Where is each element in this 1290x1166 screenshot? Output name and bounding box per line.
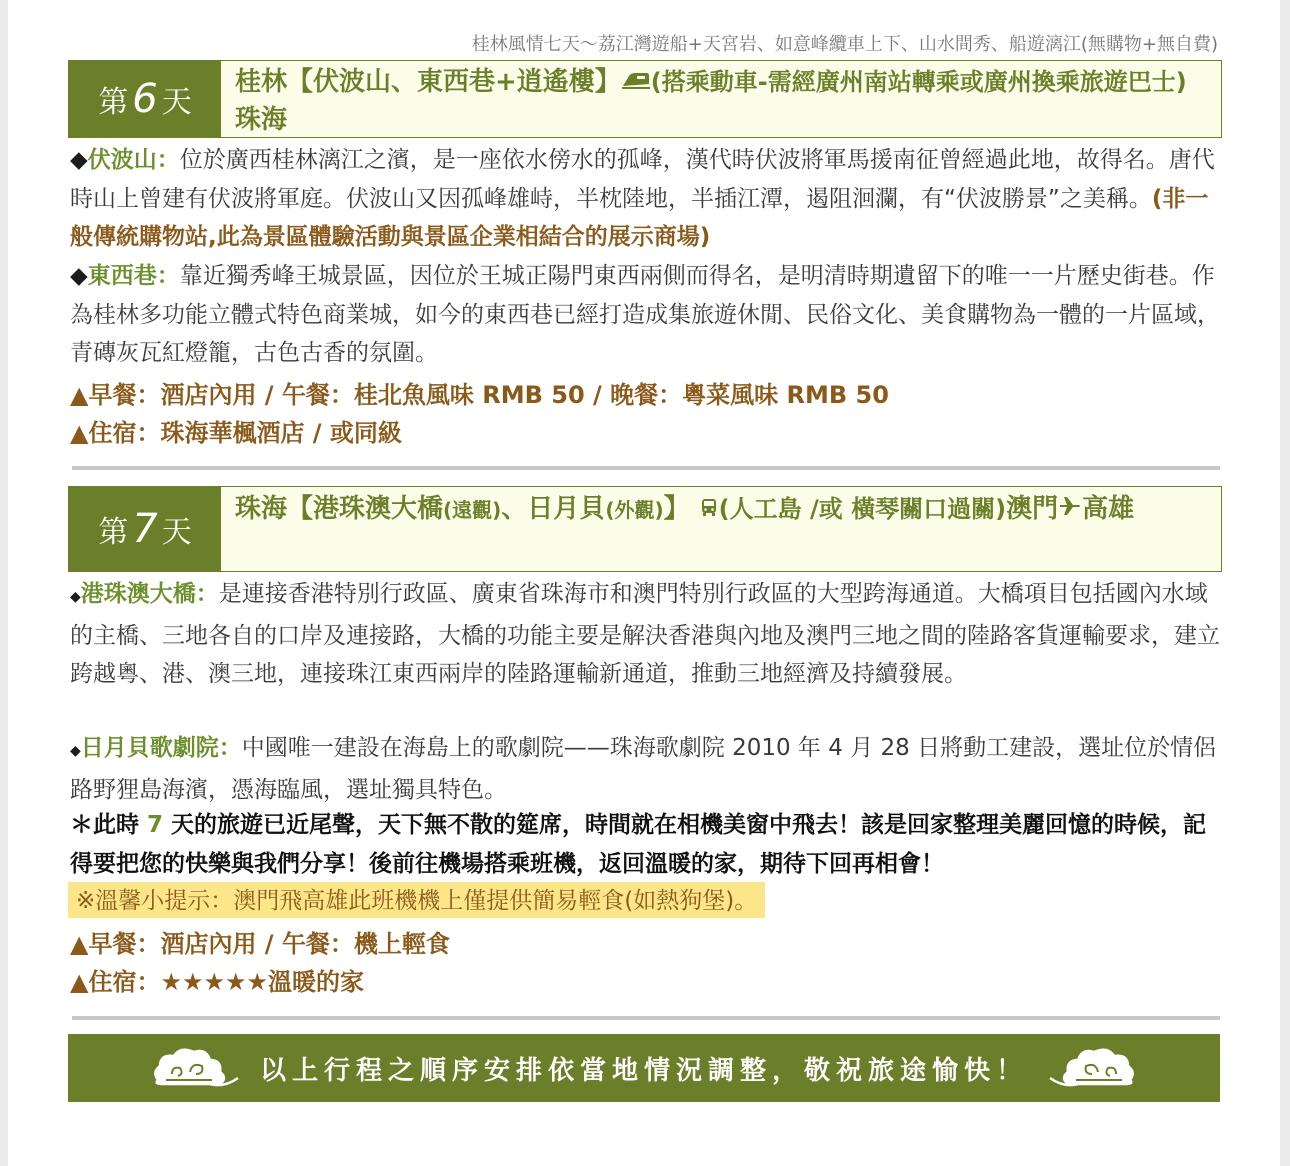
footer-message: 以上行程之順序安排依當地情況調整，敬祝旅途愉快！ (259, 1055, 1028, 1086)
day6-title (221, 61, 1221, 137)
closing-day-number: 7 (147, 812, 164, 838)
day7-title-part: 】 (663, 494, 690, 524)
tour-title-header: 桂林風情七天～荔江灣遊船+天宮岩、如意峰纜車上下、山水間秀、船遊漓江(無購物+無自費) (471, 34, 1218, 55)
train-icon (621, 63, 651, 101)
day7-title-part: 、日月貝 (501, 494, 606, 524)
warm-tip: ※溫馨小提示：澳門飛高雄此班機機上僅提供簡易輕食(如熱狗堡)。 (68, 882, 765, 918)
diamond-bullet-icon: ◆ (70, 147, 88, 173)
day-badge-suffix: 天 (161, 85, 192, 120)
day6-meals: ▲早餐：酒店內用 / 午餐：桂北魚風味 RMB 50 / 晚餐：粵菜風味 RMB 50 (70, 381, 889, 409)
day-badge-number: 7 (132, 506, 158, 552)
day7-title-destination-2: 高雄 (1082, 494, 1135, 524)
sight-description: 位於廣西桂林漓江之濱，是一座依水傍水的孤峰，漢代時伏波將軍馬援南征曾經過此地，故得名。唐代時山上曾建有伏波將軍庭。伏波山又因孤峰雄峙，半枕陸地，半插江潭，遏阻洄瀾，有“伏波勝景”之美稱。 (70, 147, 1215, 212)
day-badge-prefix: 第 (98, 85, 129, 120)
day-badge-prefix: 第 (98, 515, 129, 550)
sight-name: 日月貝歌劇院： (80, 735, 242, 761)
section-divider (72, 466, 1220, 470)
diamond-bullet-icon: ◆ (70, 263, 88, 289)
bus-icon (699, 489, 719, 529)
day7-title-note: (外觀) (605, 498, 664, 522)
day6-lodging: ▲住宿：珠海華楓酒店 / 或同級 (70, 419, 402, 447)
day7-title-part: 珠海【港珠澳大橋 (235, 494, 444, 524)
day7-transport-note: (人工島 /或 橫琴關口過關) (718, 495, 1007, 523)
closing-text: 天的旅遊已近尾聲，天下無不散的筵席，時間就在相機美窗中飛去！該是回家整理美麗回憶的時候，記得要把您的快樂與我們分享！後前往機場搭乘班機，返回溫暖的家，期待下回再相會！ (70, 812, 1207, 877)
diamond-bullet-icon: ◆ (70, 589, 81, 605)
day7-sight-hzmb (70, 575, 1220, 694)
day6-sight-dongxi (70, 257, 1220, 373)
day7-badge (69, 487, 221, 571)
itinerary-page (8, 0, 1280, 1166)
day7-lodging: ▲住宿：★★★★★溫暖的家 (70, 968, 365, 996)
sight-description: 靠近獨秀峰王城景區，因位於王城正陽門東西兩側而得名，是明清時期遺留下的唯一一片歷史街巷。作為桂林多功能立體式特色商業城，如今的東西巷已經打造成集旅遊休閒、民俗文化、美食購物為一體的一片區域，青磚灰瓦紅燈籠，古色古香的氛圍。 (70, 263, 1220, 366)
day-badge-suffix: 天 (161, 515, 192, 550)
footer-banner (68, 1034, 1220, 1102)
day6-title-note: (搭乘動車-需經廣州南站轉乘或廣州換乘旅遊巴士) (650, 68, 1187, 96)
day7-header (68, 486, 1222, 572)
sight-remark: (非一般傳統購物站,此為景區體驗活動與景區企業相結合的展示商場) (70, 185, 1209, 250)
day6-badge (69, 61, 221, 137)
day6-title-destination: 珠海 (235, 105, 288, 135)
closing-prefix: ＊此時 (70, 812, 139, 838)
section-divider (72, 1016, 1220, 1020)
cloud-ornament-icon (1046, 1044, 1138, 1092)
day7-title-note: (遠觀) (443, 498, 502, 522)
airplane-icon (1058, 489, 1082, 529)
sight-name: 東西巷： (87, 263, 180, 289)
day7-title-destination: 澳門 (1006, 494, 1059, 524)
sight-description: 中國唯一建設在海島上的歌劇院——珠海歌劇院 2010 年 4 月 28 日將動工建設，選址位於情侶路野狸島海濱，憑海臨風，選址獨具特色。 (70, 735, 1217, 803)
sight-description: 是連接香港特別行政區、廣東省珠海市和澳門特別行政區的大型跨海通道。大橋項目包括國內水域的主橋、三地各自的口岸及連接路，大橋的功能主要是解決香港與內地及澳門三地之間的陸路客貨運輸要求，建立跨越粵、港、澳三地，連接珠江東西兩岸的陸路運輸新通道，推動三地經濟及持續發展。 (70, 581, 1220, 687)
day7-closing-note (70, 806, 1220, 883)
diamond-bullet-icon: ◆ (70, 743, 81, 759)
day6-header (68, 60, 1222, 138)
day7-sight-opera (70, 729, 1220, 809)
cloud-ornament-icon (150, 1044, 242, 1092)
day6-title-main: 桂林【伏波山、東西巷+逍遙樓】 (235, 67, 621, 97)
sight-name: 港珠澳大橋： (80, 581, 219, 607)
day7-meals: ▲早餐：酒店內用 / 午餐：機上輕食 (70, 930, 450, 958)
day6-sight-fubo (70, 141, 1220, 257)
sight-name: 伏波山： (87, 147, 180, 173)
day-badge-number: 6 (132, 76, 158, 122)
day7-title (221, 487, 1221, 571)
